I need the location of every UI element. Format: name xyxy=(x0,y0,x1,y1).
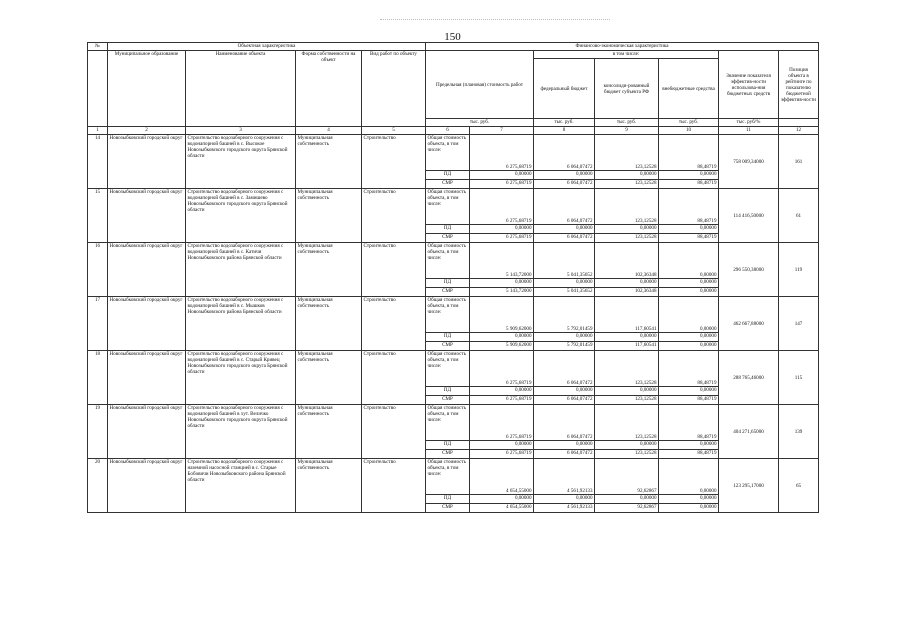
table-row xyxy=(88,351,819,387)
table-row xyxy=(88,405,819,441)
row-pd-value: 0,00000 xyxy=(659,333,719,342)
row-smr-value: 123,12528 xyxy=(595,396,659,405)
header-consolidated: консолиди-рованный бюджет субъекта РФ xyxy=(595,59,659,119)
column-number: 2 xyxy=(108,127,186,135)
row-municipality: Новозыбковский городской округ xyxy=(108,243,186,297)
row-num: 20 xyxy=(88,459,108,513)
row-indicator: 462 667,88000 xyxy=(719,297,779,351)
row-total-label: Общая стоимость объекта, в том числе: xyxy=(426,135,470,171)
row-ownership: Муниципальная собственность xyxy=(296,405,362,459)
row-total-label: Общая стоимость объекта, в том числе: xyxy=(426,189,470,225)
row-smr-value: 88,48719 xyxy=(659,180,719,189)
row-indicator: 288 765,46000 xyxy=(719,351,779,405)
row-pd-value: 0,00000 xyxy=(595,387,659,396)
row-ownership: Муниципальная собственность xyxy=(296,135,362,189)
header-work-type: Вид работ по объекту xyxy=(362,51,426,127)
row-object-name: Строительство водозаборного сооружения с водонапорной башней в с. Катичи Новозыбковского района Брянской области xyxy=(186,243,296,297)
row-total-label: Общая стоимость объекта, в том числе: xyxy=(426,297,470,333)
row-num: 16 xyxy=(88,243,108,297)
row-pd-value: 0,00000 xyxy=(595,279,659,288)
row-pd-value: 0,00000 xyxy=(659,279,719,288)
row-ownership: Муниципальная собственность xyxy=(296,459,362,513)
header-rank: Позиция объекта в рейтинге по показателю бюджетной эффектив-ности xyxy=(779,51,819,119)
row-total-cost: 6 275,68719 xyxy=(470,189,534,225)
row-total-label: Общая стоимость объекта, в том числе: xyxy=(426,243,470,279)
row-total-consolidated: 123,12528 xyxy=(595,189,659,225)
row-total-consolidated: 123,12528 xyxy=(595,405,659,441)
row-smr-value: 88,48719 xyxy=(659,396,719,405)
row-smr-value: 123,12528 xyxy=(595,450,659,459)
row-indicator: 758 009,34000 xyxy=(719,135,779,189)
row-ownership: Муниципальная собственность xyxy=(296,351,362,405)
row-object-name: Строительство водозаборного сооружения с водонапорной башней в с. Замишево Новозыбковского городского округа Брянской области xyxy=(186,189,296,243)
row-smr-value: 102,36348 xyxy=(595,288,659,297)
row-indicator: 114 416,50000 xyxy=(719,189,779,243)
objects-table xyxy=(87,42,819,513)
row-smr-value: 117,60541 xyxy=(595,342,659,351)
header-indicator: Значение показателя эффектив-ности использова-ния бюджетных средств xyxy=(719,51,779,119)
row-rank: 65 xyxy=(779,459,819,513)
row-num: 14 xyxy=(88,135,108,189)
row-object-name: Строительство водозаборного сооружения с водонапорной башней в с. Мышков Новозыбковского района Брянской области xyxy=(186,297,296,351)
row-ownership: Муниципальная собственность xyxy=(296,243,362,297)
row-smr-value: 5 792,01459 xyxy=(534,342,595,351)
row-total-extrabudget: 88,48719 xyxy=(659,189,719,225)
row-ownership: Муниципальная собственность xyxy=(296,297,362,351)
table-row xyxy=(88,243,819,279)
row-num: 18 xyxy=(88,351,108,405)
row-smr-value: 123,12528 xyxy=(595,180,659,189)
row-pd-label: ПД xyxy=(426,171,470,180)
row-work-type: Строительство xyxy=(362,351,426,405)
row-municipality: Новозыбковский городской округ xyxy=(108,189,186,243)
row-rank: 119 xyxy=(779,243,819,297)
row-smr-value: 4 561,92133 xyxy=(534,504,595,513)
header-municipality: Муниципальное образование xyxy=(108,51,186,127)
row-total-extrabudget: 88,48719 xyxy=(659,351,719,387)
row-total-cost: 6 275,68719 xyxy=(470,135,534,171)
row-municipality: Новозыбковский городской округ xyxy=(108,405,186,459)
unit-extrabudget: тыс. руб. xyxy=(659,119,719,127)
row-smr-value: 0,00000 xyxy=(659,342,719,351)
row-pd-value: 0,00000 xyxy=(470,225,534,234)
row-smr-value: 5 909,62000 xyxy=(470,342,534,351)
row-total-consolidated: 123,12528 xyxy=(595,351,659,387)
row-total-extrabudget: 88,48719 xyxy=(659,405,719,441)
header-incl: в том числе: xyxy=(534,51,719,59)
row-pd-value: 0,00000 xyxy=(470,279,534,288)
column-number: 9 xyxy=(595,127,659,135)
column-number: 1 xyxy=(88,127,108,135)
row-pd-label: ПД xyxy=(426,333,470,342)
row-smr-label: СМР xyxy=(426,450,470,459)
row-smr-value: 0,00000 xyxy=(659,288,719,297)
row-pd-value: 0,00000 xyxy=(595,333,659,342)
row-pd-value: 0,00000 xyxy=(534,171,595,180)
row-indicator: 123 295,17000 xyxy=(719,459,779,513)
row-pd-value: 0,00000 xyxy=(659,225,719,234)
row-ownership: Муниципальная собственность xyxy=(296,189,362,243)
column-numbers-row xyxy=(88,127,819,135)
row-municipality: Новозыбковский городской округ xyxy=(108,351,186,405)
row-total-cost: 6 275,68719 xyxy=(470,405,534,441)
row-work-type: Строительство xyxy=(362,189,426,243)
row-pd-value: 0,00000 xyxy=(470,495,534,504)
row-total-consolidated: 92,62867 xyxy=(595,459,659,495)
column-number: 6 xyxy=(426,127,470,135)
unit-indicator: тыс. руб/% xyxy=(719,119,779,127)
row-rank: 115 xyxy=(779,351,819,405)
header-row-2 xyxy=(88,51,819,59)
header-cost: Предельная (плановая) стоимость работ xyxy=(426,51,534,119)
row-smr-value: 6 275,68719 xyxy=(470,234,534,243)
row-indicator: 404 271,65000 xyxy=(719,405,779,459)
row-pd-label: ПД xyxy=(426,225,470,234)
row-total-label: Общая стоимость объекта, в том числе: xyxy=(426,405,470,441)
row-smr-value: 0,00000 xyxy=(659,504,719,513)
row-rank: 139 xyxy=(779,405,819,459)
row-pd-value: 0,00000 xyxy=(534,495,595,504)
row-object-name: Строительство водозаборного сооружения с водонапорной башней в хут. Величко Новозыбковского городского округа Брянской области xyxy=(186,405,296,459)
row-total-federal: 4 561,92133 xyxy=(534,459,595,495)
row-smr-value: 5 143,72000 xyxy=(470,288,534,297)
row-pd-value: 0,00000 xyxy=(595,171,659,180)
row-total-cost: 5 143,72000 xyxy=(470,243,534,279)
row-smr-value: 88,48719 xyxy=(659,450,719,459)
row-pd-value: 0,00000 xyxy=(470,171,534,180)
row-work-type: Строительство xyxy=(362,297,426,351)
row-pd-label: ПД xyxy=(426,495,470,504)
row-total-consolidated: 117,60541 xyxy=(595,297,659,333)
row-smr-value: 6 064,07472 xyxy=(534,450,595,459)
row-pd-value: 0,00000 xyxy=(595,441,659,450)
row-smr-value: 92,62867 xyxy=(595,504,659,513)
row-smr-value: 6 064,07472 xyxy=(534,396,595,405)
row-pd-value: 0,00000 xyxy=(659,387,719,396)
row-smr-label: СМР xyxy=(426,342,470,351)
row-smr-value: 88,48719 xyxy=(659,234,719,243)
row-pd-value: 0,00000 xyxy=(534,441,595,450)
table-row xyxy=(88,135,819,171)
row-municipality: Новозыбковский городской округ xyxy=(108,459,186,513)
header-fin-char: Финансово-экономическая характеристика xyxy=(426,43,819,51)
row-total-extrabudget: 0,00000 xyxy=(659,243,719,279)
row-total-federal: 5 041,35652 xyxy=(534,243,595,279)
header-row-1 xyxy=(88,43,819,51)
table-row xyxy=(88,189,819,225)
row-pd-value: 0,00000 xyxy=(659,441,719,450)
row-num: 17 xyxy=(88,297,108,351)
header-num: № xyxy=(88,43,108,51)
row-smr-label: СМР xyxy=(426,504,470,513)
row-total-extrabudget: 88,48719 xyxy=(659,135,719,171)
row-rank: 147 xyxy=(779,297,819,351)
row-indicator: 296 550,38000 xyxy=(719,243,779,297)
row-smr-value: 6 275,68719 xyxy=(470,180,534,189)
row-municipality: Новозыбковский городской округ xyxy=(108,297,186,351)
column-number: 4 xyxy=(296,127,362,135)
row-smr-value: 123,12528 xyxy=(595,234,659,243)
row-pd-value: 0,00000 xyxy=(659,171,719,180)
row-num: 19 xyxy=(88,405,108,459)
row-pd-value: 0,00000 xyxy=(534,387,595,396)
row-municipality: Новозыбковский городской округ xyxy=(108,135,186,189)
row-total-cost: 5 909,62000 xyxy=(470,297,534,333)
row-total-label: Общая стоимость объекта, в том числе: xyxy=(426,459,470,495)
row-total-cost: 4 654,55000 xyxy=(470,459,534,495)
row-pd-value: 0,00000 xyxy=(534,333,595,342)
column-number: 12 xyxy=(779,127,819,135)
row-rank: 61 xyxy=(779,189,819,243)
row-total-label: Общая стоимость объекта, в том числе: xyxy=(426,351,470,387)
row-total-federal: 6 064,07472 xyxy=(534,405,595,441)
column-number: 8 xyxy=(534,127,595,135)
row-pd-label: ПД xyxy=(426,441,470,450)
column-number: 10 xyxy=(659,127,719,135)
row-object-name: Строительство водозаборного сооружения с водонапорной башней в с. Высокое Новозыбковского городского округа Брянской области xyxy=(186,135,296,189)
page-number: 150 xyxy=(444,31,461,43)
row-work-type: Строительство xyxy=(362,135,426,189)
row-total-extrabudget: 0,00000 xyxy=(659,297,719,333)
row-pd-value: 0,00000 xyxy=(470,387,534,396)
row-total-federal: 6 064,07472 xyxy=(534,135,595,171)
row-pd-label: ПД xyxy=(426,279,470,288)
row-smr-value: 4 654,55000 xyxy=(470,504,534,513)
header-object-char: Объектная характеристика xyxy=(108,43,426,51)
row-smr-value: 6 064,07472 xyxy=(534,180,595,189)
row-pd-value: 0,00000 xyxy=(534,225,595,234)
row-pd-value: 0,00000 xyxy=(470,333,534,342)
row-smr-value: 6 275,68719 xyxy=(470,450,534,459)
row-smr-label: СМР xyxy=(426,396,470,405)
row-work-type: Строительство xyxy=(362,459,426,513)
row-object-name: Строительство водозаборного сооружения с наземной насосной станцией в с. Старые Бобовичи Новозыбковского района Брянской области xyxy=(186,459,296,513)
table-row xyxy=(88,459,819,495)
row-total-extrabudget: 0,00000 xyxy=(659,459,719,495)
row-pd-value: 0,00000 xyxy=(595,495,659,504)
row-pd-value: 0,00000 xyxy=(470,441,534,450)
row-pd-value: 0,00000 xyxy=(534,279,595,288)
header-object-name: Наименование объекта xyxy=(186,51,296,127)
row-total-federal: 6 064,07472 xyxy=(534,189,595,225)
row-pd-value: 0,00000 xyxy=(659,495,719,504)
row-pd-value: 0,00000 xyxy=(595,225,659,234)
header-ownership: Форма собственности на объект xyxy=(296,51,362,127)
column-number: 3 xyxy=(186,127,296,135)
unit-cost: тыс. руб. xyxy=(426,119,534,127)
row-work-type: Строительство xyxy=(362,243,426,297)
unit-consolidated: тыс. руб. xyxy=(595,119,659,127)
table-row xyxy=(88,297,819,333)
scan-artifact-line xyxy=(380,19,610,20)
row-smr-value: 6 275,68719 xyxy=(470,396,534,405)
row-pd-label: ПД xyxy=(426,387,470,396)
row-total-consolidated: 123,12528 xyxy=(595,135,659,171)
unit-federal: тыс. руб. xyxy=(534,119,595,127)
row-smr-value: 6 064,07472 xyxy=(534,234,595,243)
row-total-federal: 5 792,01459 xyxy=(534,297,595,333)
row-smr-value: 5 041,35652 xyxy=(534,288,595,297)
column-number: 7 xyxy=(470,127,534,135)
column-number: 5 xyxy=(362,127,426,135)
row-rank: 161 xyxy=(779,135,819,189)
row-object-name: Строительство водозаборного сооружения с водонапорной башней в с. Старый Кривец Новозыбковского городского округа Брянской области xyxy=(186,351,296,405)
row-smr-label: СМР xyxy=(426,180,470,189)
row-smr-label: СМР xyxy=(426,234,470,243)
row-total-cost: 6 275,68719 xyxy=(470,351,534,387)
row-work-type: Строительство xyxy=(362,405,426,459)
header-federal: федеральный бюджет xyxy=(534,59,595,119)
row-total-federal: 6 064,07472 xyxy=(534,351,595,387)
row-num: 15 xyxy=(88,189,108,243)
row-total-consolidated: 102,36348 xyxy=(595,243,659,279)
header-extrabudget: внебюджетные средства xyxy=(659,59,719,119)
column-number: 11 xyxy=(719,127,779,135)
row-smr-label: СМР xyxy=(426,288,470,297)
